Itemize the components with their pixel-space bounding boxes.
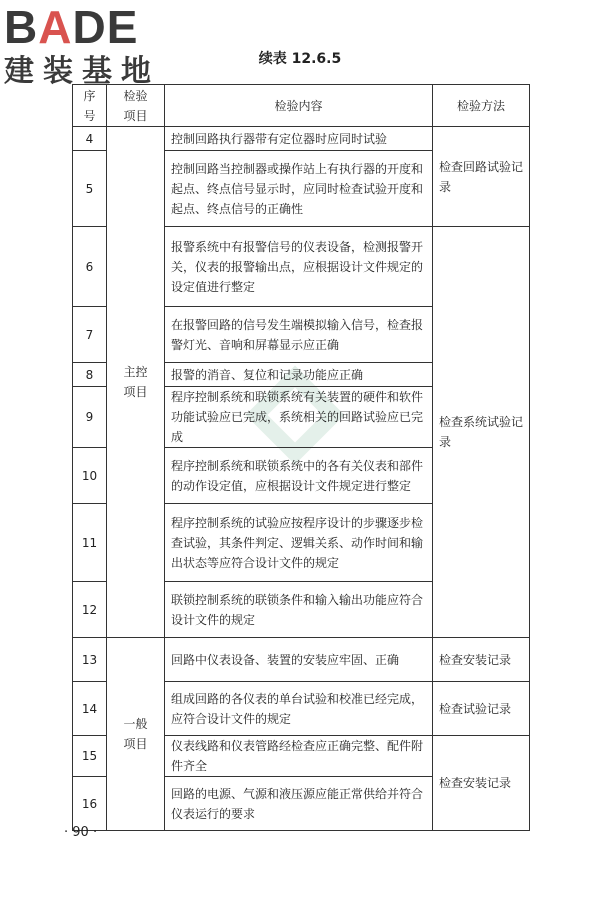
row-content: 控制回路执行器带有定位器时应同时试验 — [165, 127, 433, 151]
row-content: 回路中仪表设备、装置的安装应牢固、正确 — [165, 638, 433, 682]
logo-accent-letter: A — [38, 1, 73, 53]
category-main-label: 主控项目 — [123, 365, 148, 399]
table-row — [73, 127, 530, 151]
row-number: 9 — [73, 387, 107, 448]
row-number: 6 — [73, 227, 107, 307]
row-content: 仪表线路和仪表管路经检查应正确完整、配件附件齐全 — [165, 736, 433, 777]
row-number: 12 — [73, 582, 107, 638]
logo-letters: B — [4, 1, 39, 53]
row-number: 10 — [73, 448, 107, 504]
row-content: 报警系统中有报警信号的仪表设备，检测报警开关，仪表的报警输出点，应根据设计文件规定的设定值进行整定 — [165, 227, 433, 307]
row-number: 13 — [73, 638, 107, 682]
logo — [4, 2, 184, 90]
inspection-table — [72, 84, 530, 831]
logo-letters: DE — [72, 1, 139, 53]
header-item-label: 检验项目 — [123, 88, 148, 123]
page-number: · 90 · — [64, 825, 98, 840]
method-cell: 检查安装记录 — [433, 638, 530, 682]
method-cell: 检查系统试验记录 — [433, 227, 530, 638]
table-title: 续表 12.6.5 — [258, 51, 342, 67]
row-number: 16 — [73, 777, 107, 831]
inspection-table-wrapper — [72, 84, 529, 821]
logo-latin — [4, 2, 184, 52]
header-content: 检验内容 — [165, 85, 433, 127]
method-cell: 检查安装记录 — [433, 736, 530, 831]
category-general-label: 一般项目 — [123, 717, 148, 751]
table-header-row — [73, 85, 530, 127]
row-content: 程序控制系统和联锁系统有关装置的硬件和软件功能试验应已完成，系统相关的回路试验应已完成 — [165, 387, 433, 448]
row-number: 15 — [73, 736, 107, 777]
row-number: 14 — [73, 682, 107, 736]
row-number: 5 — [73, 151, 107, 227]
logo-chinese: 建装基地 — [4, 54, 160, 89]
category-general-cell — [107, 638, 165, 831]
row-content: 控制回路当控制器或操作站上有执行器的开度和起点、终点信号显示时，应同时检查试验开度和起点、终点信号的正确性 — [165, 151, 433, 227]
row-content: 程序控制系统和联锁系统中的各有关仪表和部件的动作设定值，应根据设计文件规定进行整定 — [165, 448, 433, 504]
header-no: 序号 — [73, 85, 107, 127]
method-cell: 检查试验记录 — [433, 682, 530, 736]
row-number: 4 — [73, 127, 107, 151]
method-cell: 检查回路试验记录 — [433, 127, 530, 227]
row-number: 11 — [73, 504, 107, 582]
row-content: 组成回路的各仪表的单台试验和校准已经完成，应符合设计文件的规定 — [165, 682, 433, 736]
row-number: 7 — [73, 307, 107, 363]
row-number: 8 — [73, 363, 107, 387]
row-content: 在报警回路的信号发生端模拟输入信号，检查报警灯光、音响和屏幕显示应正确 — [165, 307, 433, 363]
row-content: 程序控制系统的试验应按程序设计的步骤逐步检查试验，其条件判定、逻辑关系、动作时间和输出状态等应符合设计文件的规定 — [165, 504, 433, 582]
row-content: 报警的消音、复位和记录功能应正确 — [165, 363, 433, 387]
header-item — [107, 85, 165, 127]
row-content: 回路的电源、气源和液压源应能正常供给并符合仪表运行的要求 — [165, 777, 433, 831]
row-content: 联锁控制系统的联锁条件和输入输出功能应符合设计文件的规定 — [165, 582, 433, 638]
table-row — [73, 638, 530, 682]
header-method: 检验方法 — [433, 85, 530, 127]
category-main-cell — [107, 127, 165, 638]
